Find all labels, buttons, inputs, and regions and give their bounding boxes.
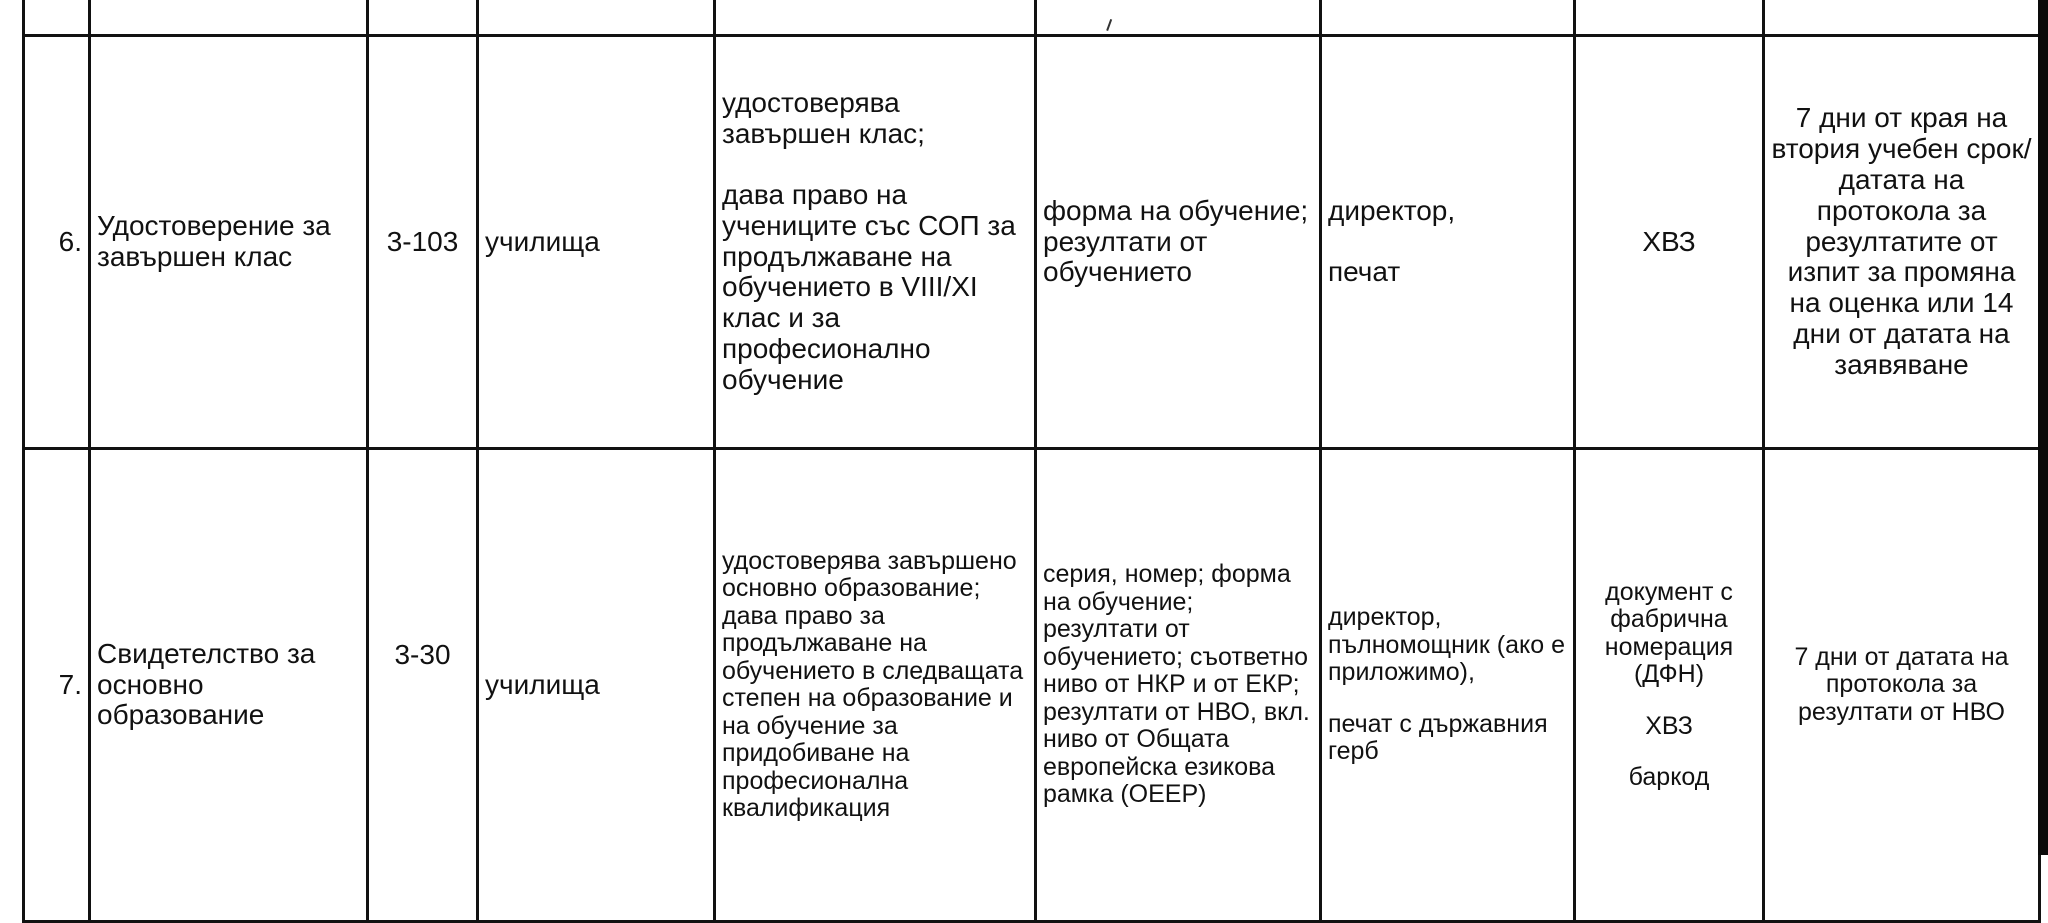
issuer: училища [478, 36, 715, 449]
table-cell [1575, 0, 1764, 36]
table-row [24, 449, 2040, 922]
table-cell [715, 0, 1036, 36]
table-cell [1036, 0, 1321, 36]
row-number: 6. [24, 36, 90, 449]
document-name: Свидетелство за основно образование [90, 449, 368, 922]
signer-line-2: печат с държавния герб [1328, 709, 1548, 766]
document-purpose [715, 36, 1036, 449]
table-cell [24, 0, 90, 36]
protection-line-1: документ с фабрична номерация (ДФН) [1604, 577, 1734, 688]
protection-elements [1575, 449, 1764, 922]
table-cell [1321, 0, 1575, 36]
table-cell [90, 0, 368, 36]
row-number: 7. [24, 449, 90, 922]
protection-line-3: баркод [1628, 763, 1710, 791]
document-contents: серия, номер; форма на обучение; резултати от обучението; съответно ниво от НКР и от ЕКР; резултати от НВО, вкл. ниво от Общата европейска езикова рамка (ОЕЕР) [1036, 449, 1321, 922]
documents-table [22, 0, 2041, 923]
table-cell [1764, 0, 2040, 36]
document-contents: форма на обучение; резултати от обучението [1036, 36, 1321, 449]
signer-line-1: директор, пълномощник (ако е приложимо), [1328, 603, 1565, 687]
protection-elements: ХВЗ [1575, 36, 1764, 449]
signatories [1321, 449, 1575, 922]
signatories [1321, 36, 1575, 449]
table-row-partial [24, 0, 2040, 36]
document-code: 3-103 [368, 36, 478, 449]
document-purpose: удостоверява завършено основно образование; дава право за продължаване на обучението в следващата степен на образование и на обучение за придобиване на професионална квалификация [715, 449, 1036, 922]
signer-line-1: директор, [1328, 195, 1456, 227]
document-name: Удостоверение за завършен клас [90, 36, 368, 449]
table-cell [478, 0, 715, 36]
signer-line-2: печат [1328, 256, 1401, 287]
issue-deadline: 7 дни от датата на протокола за резултати от НВО [1764, 449, 2040, 922]
document-code: 3-30 [368, 449, 478, 922]
protection-line-2: ХВЗ [1645, 711, 1693, 740]
issue-deadline: 7 дни от края на втория учебен срок/датата на протокола за резултатите от изпит за промяна на оценка или 14 дни от датата на заявяване [1764, 36, 2040, 449]
table-cell [368, 0, 478, 36]
table-row [24, 36, 2040, 449]
purpose-line-2: дава право на учениците със СОП за продължаване на обучението в VIII/XI клас и за професионално обучение [722, 179, 1016, 395]
issuer: училища [478, 449, 715, 922]
page-edge [2038, 0, 2048, 855]
purpose-line-1: удостоверява завършен клас; [722, 87, 925, 150]
